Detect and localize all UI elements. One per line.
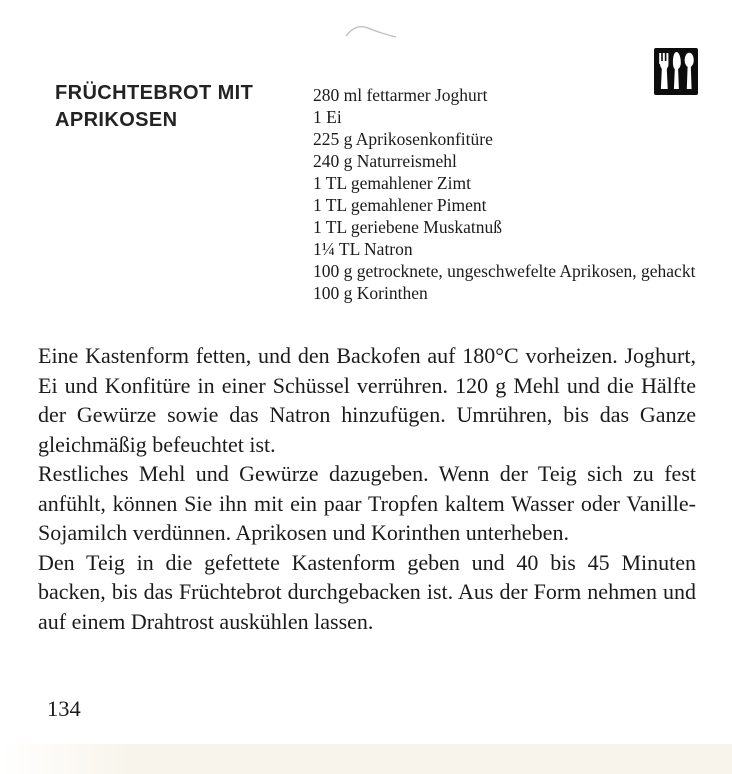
ingredient-line: 100 g Korinthen [313, 283, 428, 303]
ingredient-line: 1 Ei [313, 107, 342, 127]
ingredient-line: 225 g Aprikosenkonfitüre [313, 129, 493, 149]
ingredient-line: 1 TL gemahlener Piment [313, 195, 487, 215]
instruction-paragraph: Eine Kastenform fetten, und den Backofen auf 180°C vorheizen. Joghurt, Ei und Konfitüre in einer Schüssel verrühren. 120 g Mehl und die Hälfte der Gewürze sowie das Natron hinzufügen. Umrühren, bis das Ganze gleichmäßig befeuchtet ist. [38, 343, 696, 457]
ingredient-line: 1¼ TL Natron [313, 239, 413, 259]
scan-edge-band [0, 744, 732, 774]
recipe-title [55, 80, 253, 134]
instructions-text [38, 341, 696, 636]
scan-artifact-curve [344, 22, 398, 40]
recipe-title-line2: APRIKOSEN [55, 109, 178, 131]
ingredient-line: 1 TL geriebene Muskatnuß [313, 217, 503, 237]
page-number: 134 [47, 696, 81, 721]
instruction-paragraph: Den Teig in die gefettete Kastenform geben und 40 bis 45 Minuten backen, bis das Früchtebrot durchgebacken ist. Aus der Form nehmen und auf einem Drahtrost auskühlen lassen. [38, 549, 696, 634]
ingredient-line: 240 g Naturreismehl [313, 151, 457, 171]
ingredient-line: 1 TL gemahlener Zimt [313, 173, 471, 193]
ingredient-line: 280 ml fettarmer Joghurt [313, 85, 488, 105]
ingredients-list [313, 84, 697, 304]
instruction-paragraph: Restliches Mehl und Gewürze dazugeben. Wenn der Teig sich zu fest anfühlt, können Sie ihn mit ein paar Tropfen kaltem Wasser oder Vanille-Sojamilch verdünnen. Aprikosen und Korinthen unterheben. [38, 461, 696, 545]
ingredient-line: 100 g getrocknete, ungeschwefelte Aprikosen, gehackt [313, 261, 696, 281]
recipe-title-line1: FRÜCHTEBROT MIT [55, 82, 254, 104]
